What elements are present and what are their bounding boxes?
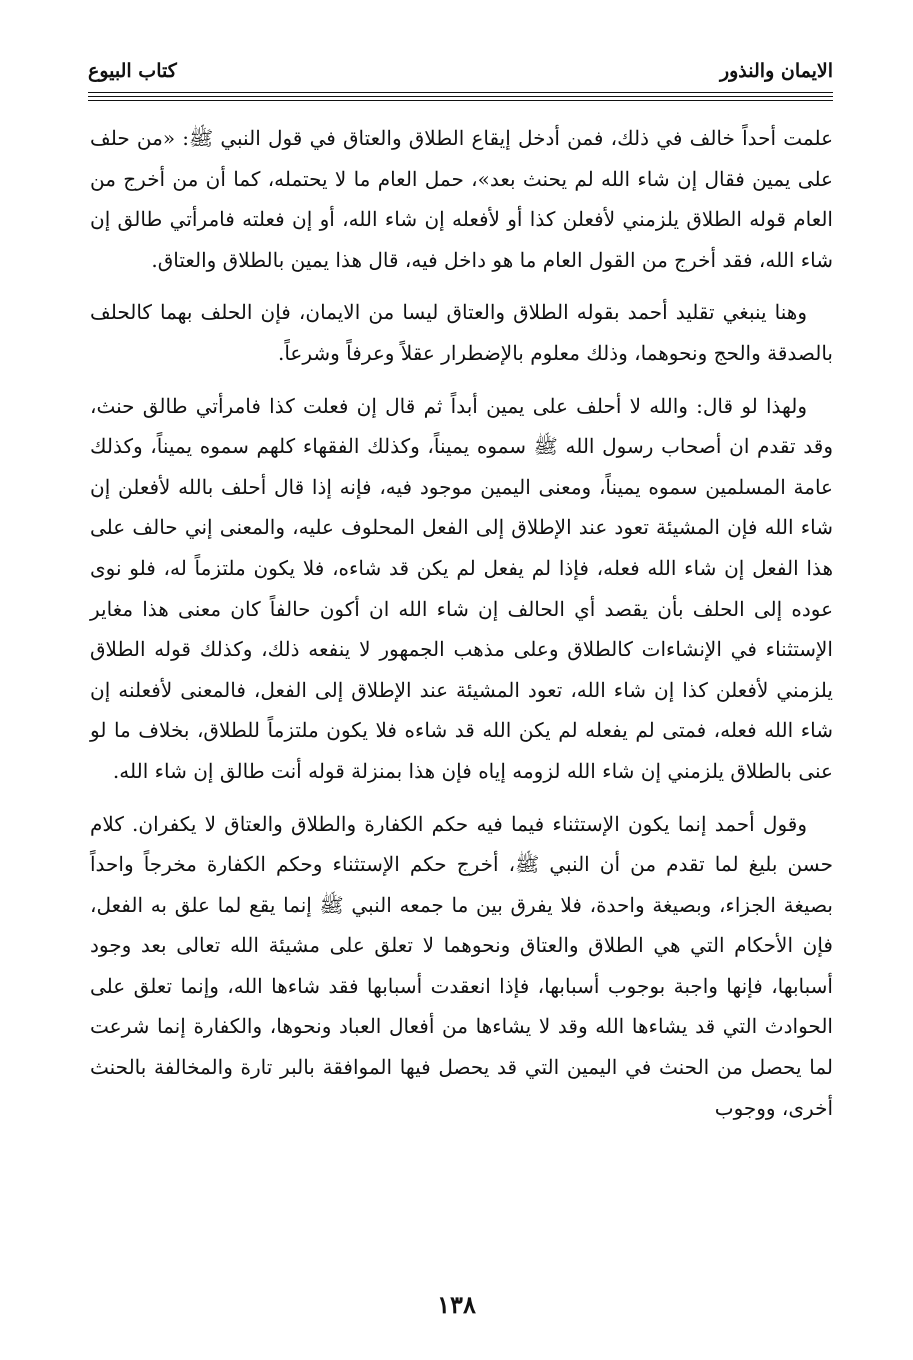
header-rule-bottom [88,100,833,101]
page-number: ١٣٨ [437,1290,476,1319]
paragraph-4: وقول أحمد إنما يكون الإستثناء فيما فيه حكم الكفارة والطلاق والعتاق لا يكفران. كلام حسن بليغ لما تقدم من أن النبي ﷺ، أخرج حكم الإستثناء وحكم الكفارة مخرجاً واحداً بصيغة الجزاء، وبصيغة واحدة، فلا يفرق بين ما جمعه النبي ﷺ إنما يقع لما علق به الفعل، فإن الأحكام التي هي الطلاق والعتاق ونحوهما لا تعلق على مشيئة الله تعالى بعد وجود أسبابها، فإنها واجبة بوجوب أسبابها، فإذا انعقدت أسبابها فقد شاءها الله، وإنما تعلق على الحوادث التي قد يشاءها الله وقد لا يشاءها من أفعال العباد ونحوها، والكفارة إنما شرعت لما يحصل من الحنث في اليمين التي قد يحصل فيها الموافقة بالبر تارة والمخالفة بالحنث أخرى، ووجوب [90,811,833,1120]
running-head-section-title: الايمان والنذور [719,60,833,82]
paragraph-2: وهنا ينبغي تقليد أحمد بقوله الطلاق والعتاق ليسا من الايمان، فإن الحلف بهما كالحلف بالصدقة والحج ونحوهما، وذلك معلوم بالإضطرار عقلاً وعرفاً وشرعاً. [90,300,833,365]
page-header [88,52,833,86]
paragraph-1: علمت أحداً خالف في ذلك، فمن أدخل إيقاع الطلاق والعتاق في قول النبي ﷺ: «من حلف على يمين فقال إن شاء الله لم يحنث بعد»، حمل العام ما لا يحتمله، كما أن من أخرج من العام قوله الطلاق يلزمني لأفعلن كذا أو لأفعله إن شاء الله، أو إن فعلته فامرأتي طالق إن شاء الله، فقد أخرج من القول العام ما هو داخل فيه، قال هذا يمين بالطلاق والعتاق. [90,126,834,272]
running-head-book-title: كتاب البيوع [88,60,177,82]
header-rule-top [88,92,833,93]
header-rule-middle [88,96,833,97]
page-body [90,118,833,1140]
paragraph-3: ولهذا لو قال: والله لا أحلف على يمين أبداً ثم قال إن فعلت كذا فامرأتي طالق حنث، وقد تقدم ان أصحاب رسول الله ﷺ سموه يميناً، وكذلك الفقهاء كلهم سموه يميناً، وكذلك عامة المسلمين سموه يميناً، ومعنى اليمين موجود فيه، فإنه إذا قال أحلف بالله لأفعلن إن شاء الله فإن المشيئة تعود عند الإطلاق إلى الفعل المحلوف عليه، والمعنى إني حالف على هذا الفعل إن شاء الله فعله، فإذا لم يفعل لم يكن قد شاءه، فلا يكون ملتزماً له، فلو نوى عوده إلى الحلف بأن يقصد أي الحالف إن شاء الله ان أكون حالفاً كان معنى هذا مغاير الإستثناء في الإنشاءات كالطلاق وعلى مذهب الجمهور لا ينفعه ذلك، وكذلك قوله الطلاق يلزمني لأفعلن كذا إن شاء الله، تعود المشيئة عند الإطلاق إلى الفعل، فالمعنى لأفعلنه إن شاء الله فعله، فمتى لم يفعله لم يكن الله قد شاءه فلا يكون ملتزماً للطلاق، بخلاف ما لو عنى بالطلاق يلزمني إن شاء الله لزومه إياه فإن هذا بمنزلة قوله أنت طالق إن شاء الله. [90,393,833,783]
